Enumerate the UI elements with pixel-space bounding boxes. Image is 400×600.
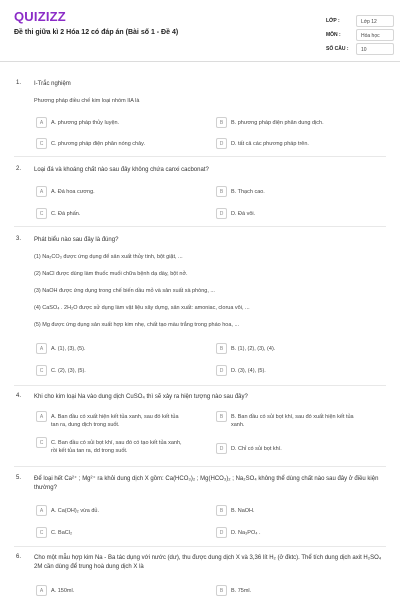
option-letter-box: A [36,186,47,197]
option-letter-box: C [36,437,47,448]
option-letter-box: D [216,208,227,219]
option-letter-box: B [216,343,227,354]
option-text: C. Ban đầu có sủi bọt khí, sau đó có tạo kết tủa xanh, rồi kết tủa tan ra, dd trong suốt. [51,440,182,454]
option-letter-box: C [36,138,47,149]
option-letter-box: D [216,443,227,454]
option-text: D. Đá vôi. [231,211,256,217]
option-letter-box: B [216,505,227,516]
meta-subject [326,29,394,42]
option-letter-box: D [216,527,227,538]
question-text: Khi cho kim loại Na vào dung dịch CuSO₄ thì sẽ xảy ra hiện tượng nào sau đây? [34,394,248,400]
option-text: C. (2), (3), (5). [51,368,86,374]
question-number: 6. [16,554,22,560]
meta-grade [326,15,394,28]
option-text: B. (1), (2), (3), (4). [231,346,276,352]
option-letter-box: B [216,411,227,422]
option-letter-box: B [216,585,227,596]
meta-question-count [326,43,394,56]
option-letter-box: B [216,117,227,128]
meta-label: SỐ CÂU : [326,46,349,52]
option-text: C. Đá phấn. [51,211,81,217]
option-text: D. tất cả các phương pháp trên. [231,141,309,147]
statement-4: (4) CaSO₄ . 2H₂O được sử dụng làm vật liệu xây dựng, sản xuất: amoniac, clorua vôi, ... [34,305,250,311]
option-letter-box: A [36,585,47,596]
statement-5: (5) Mg được ứng dụng sản xuất hợp kim nhẹ, chất tạo màu trắng trong pháo hoa, ... [34,322,240,328]
option-text: D. (3), (4), (5). [231,368,266,374]
option-text: B. Thạch cao. [231,189,265,195]
question-divider [14,156,386,157]
meta-value: Hóa học [356,29,394,41]
option-text: B. Ban đầu có sủi bọt khí, sau đó xuất hiện kết tủa xanh. [231,414,354,428]
meta-value: 10 [356,43,394,55]
question-number: 1. [16,80,22,86]
question-text: Loại đá và khoáng chất nào sau đây không chứa canxi cacbonat? [34,167,209,173]
question-divider [14,226,386,227]
document-title: Đề thi giữa kì 2 Hóa 12 có đáp án (Bài số 1 - Đề 4) [14,29,179,36]
option-text: D. Na₃PO₄ . [231,530,261,536]
option-text: B. NaOH. [231,508,255,514]
option-letter-box: A [36,411,47,422]
question-text: Cho một mẫu hợp kim Na - Ba tác dụng với nước (dư), thu được dung dịch X và 3,36 lít H₂ (ở đktc). Thể tích dung dịch axit H₂SO₄ 2M cần dùng để trung hoà dung dịch X là [34,555,382,570]
document-header [0,0,400,62]
option-text: D. Chỉ có sủi bọt khí. [231,446,282,452]
option-text: A. Ban đầu có xuất hiện kết tủa xanh, sau đó kết tủa tan ra, dung dịch trong suốt. [51,414,179,428]
option-text: B. 75ml. [231,588,252,594]
quizizz-logo: QUIZIZZ [14,9,66,24]
option-letter-box: C [36,527,47,538]
question-text: Để loại hết Ca²⁺ ; Mg²⁺ ra khỏi dung dịch X gồm: Ca(HCO₃)₂ ; Mg(HCO₃)₂ ; Na₂SO₄ không thể dùng chất nào sau đây ở điều kiện thường? [34,476,379,491]
question-divider [14,466,386,467]
option-letter-box: A [36,117,47,128]
meta-label: MÔN : [326,32,341,38]
option-text: A. Đá hoa cương. [51,189,95,195]
option-letter-box: C [36,365,47,376]
option-letter-box: B [216,186,227,197]
option-text: A. phương pháp thủy luyện. [51,120,120,126]
question-divider [14,385,386,386]
question-number: 5. [16,475,22,481]
meta-label: LỚP : [326,18,340,24]
option-letter-box: D [216,365,227,376]
question-divider [14,546,386,547]
question-text: I-Trắc nghiệm [34,81,71,87]
question-text: Phát biểu nào sau đây là đúng? [34,237,119,243]
option-text: C. BaCl₂ [51,530,73,536]
option-text: A. 150ml. [51,588,75,594]
question-number: 2. [16,166,22,172]
option-letter-box: C [36,208,47,219]
option-text: C. phương pháp điện phân nóng chảy. [51,141,146,147]
option-text: B. phương pháp điện phân dung dịch. [231,120,324,126]
option-text: A. Ca(OH)₂ vừa đủ. [51,508,99,514]
statement-3: (3) NaOH được ứng dụng trong chế biến dầu mỏ và sản xuất xà phòng, ... [34,288,215,294]
option-letter-box: D [216,138,227,149]
option-letter-box: A [36,505,47,516]
question-number: 4. [16,393,22,399]
option-text: A. (1), (3), (5). [51,346,86,352]
question-number: 3. [16,236,22,242]
option-letter-box: A [36,343,47,354]
statement-2: (2) NaCl được dùng làm thuốc muối chữa bệnh dạ dày, bột nở. [34,271,188,277]
statement-1: (1) Na₂CO₃ được ứng dụng để sản xuất thủy tinh, bột giặt, ... [34,254,183,260]
meta-value: Lớp 12 [356,15,394,27]
question-prompt: Phương pháp điều chế kim loại nhóm IIA là [34,98,140,104]
